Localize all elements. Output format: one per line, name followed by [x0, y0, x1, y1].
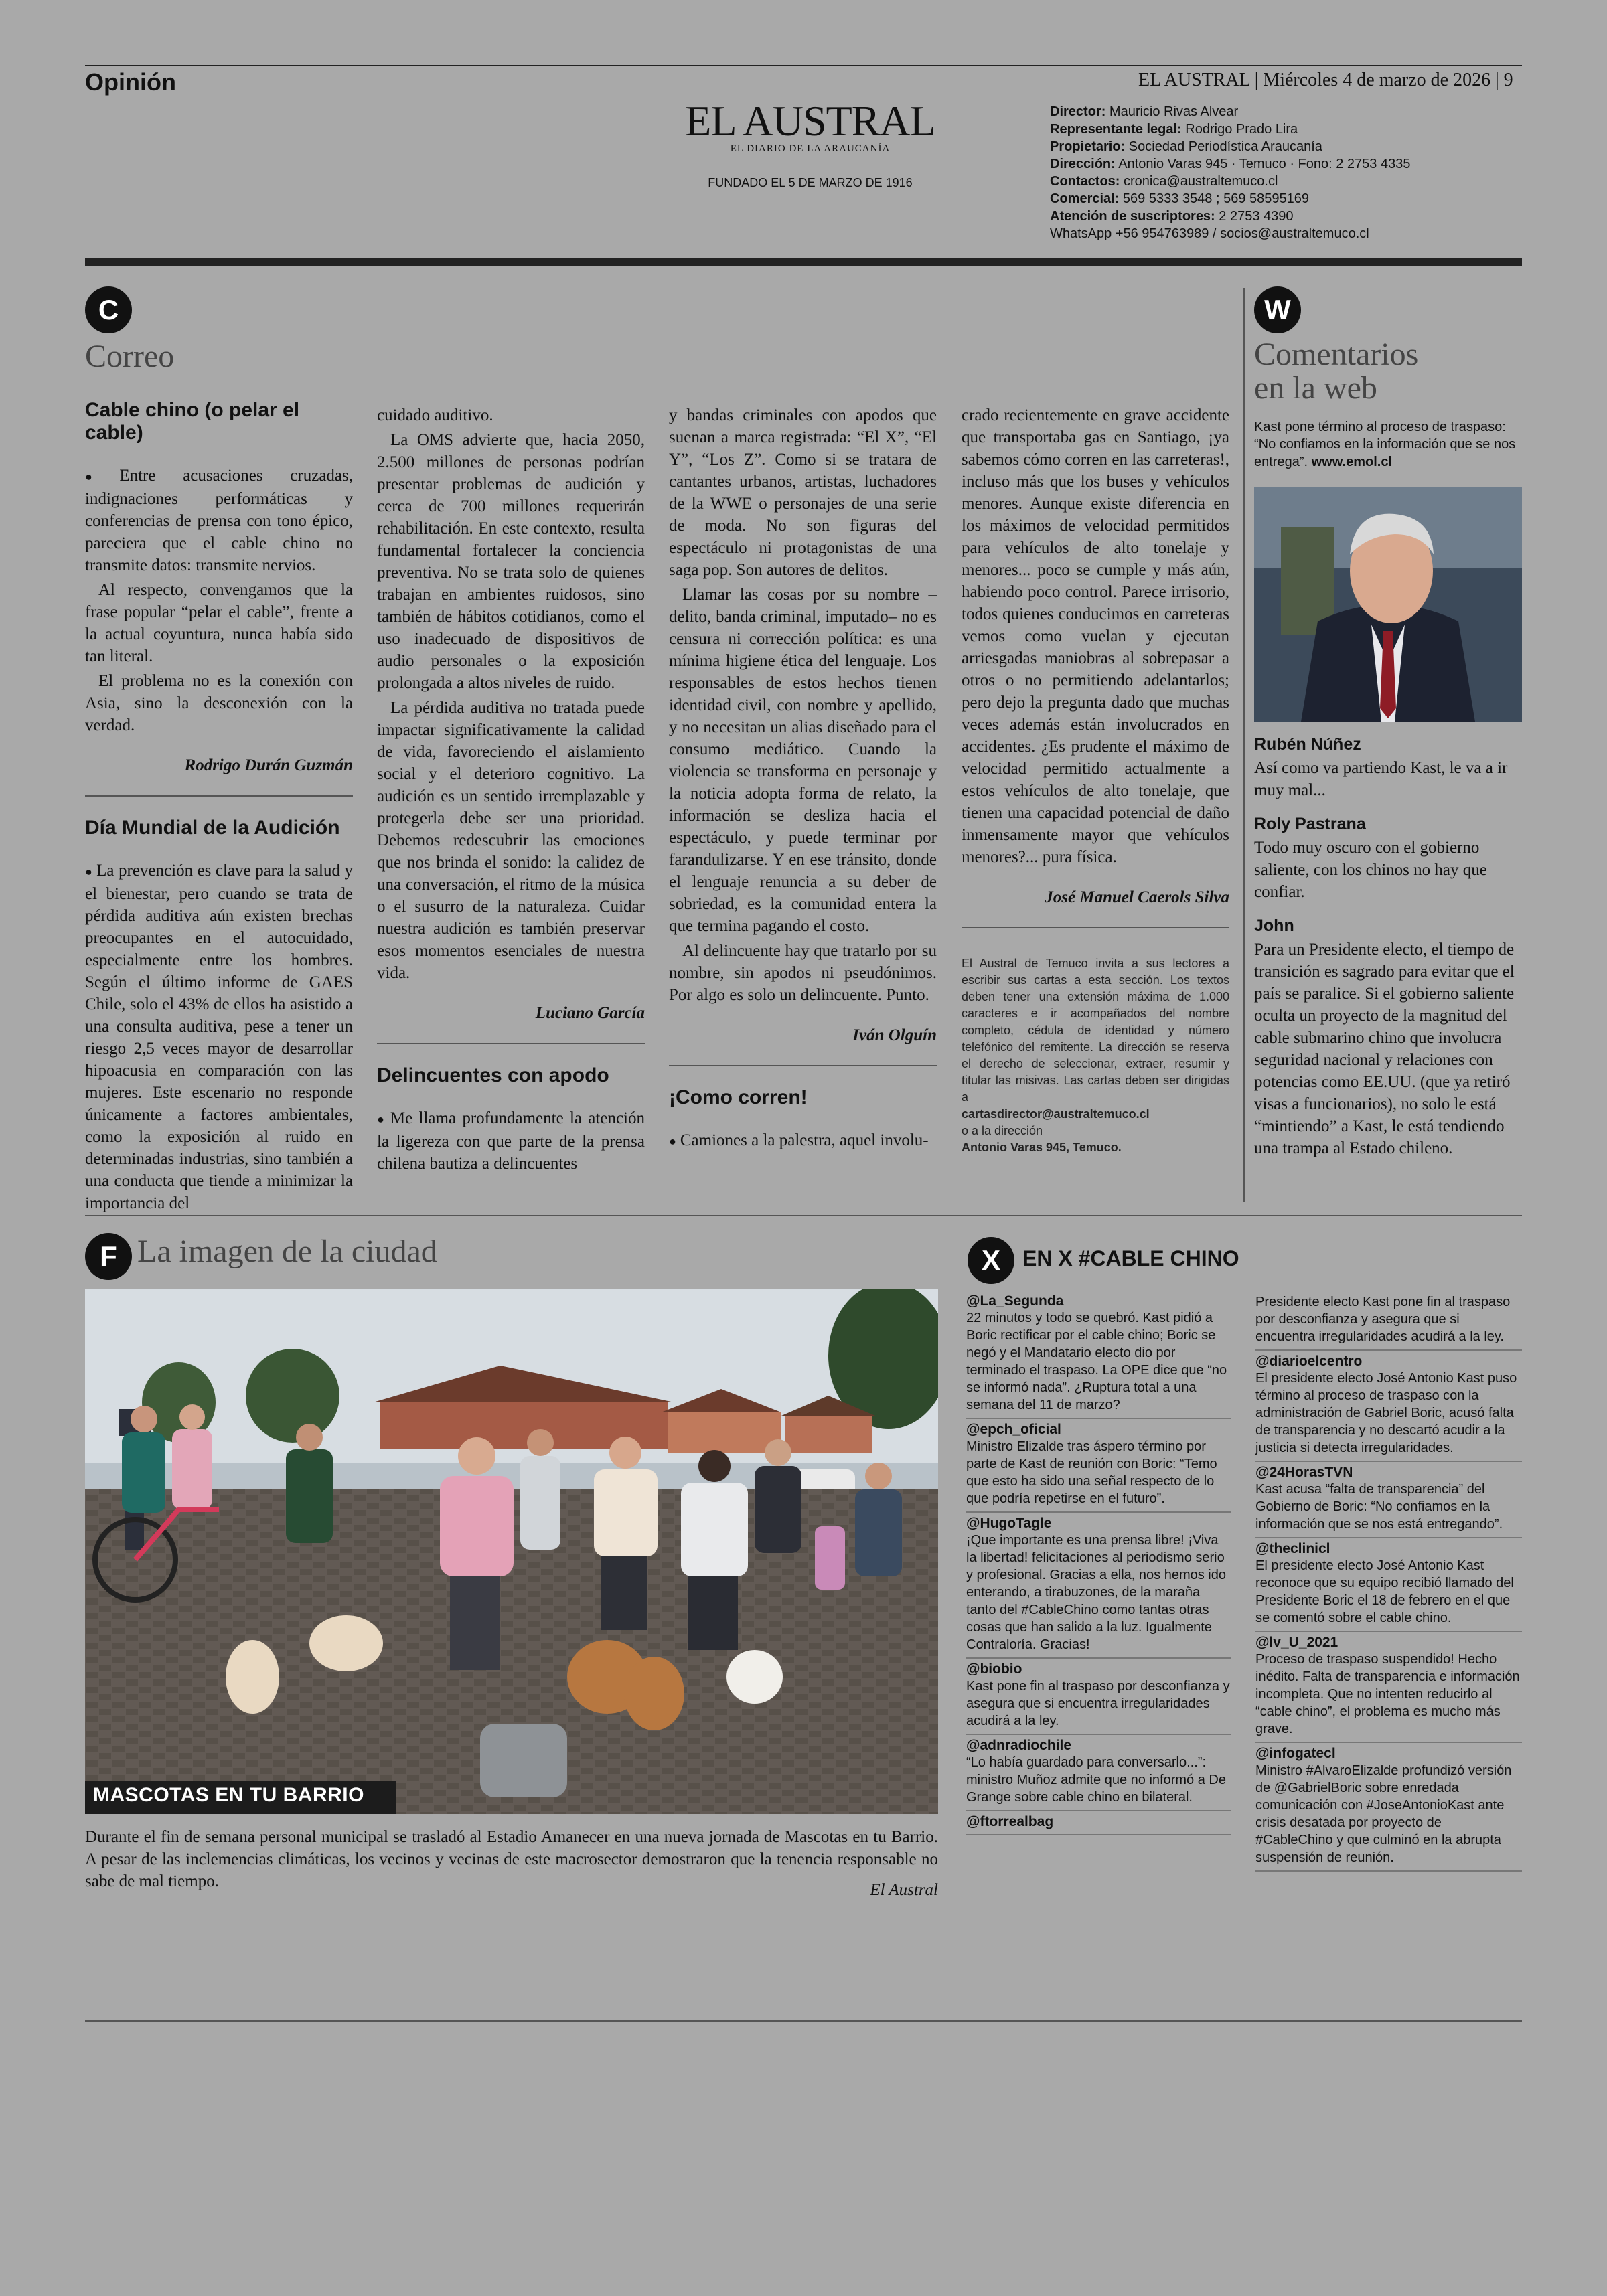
staff-row: WhatsApp +56 954763989 / socios@australtemuco.cl [1050, 226, 1369, 241]
letters-email[interactable]: cartasdirector@australtemuco.cl [962, 1107, 1150, 1121]
x-post-handle[interactable]: @ftorrealbag [966, 1814, 1054, 1829]
top-rule [85, 65, 1522, 66]
comment-text: Todo muy oscuro con el gobierno saliente, con los chinos no hay que confiar. [1254, 839, 1487, 901]
divider [377, 1043, 645, 1044]
x-post-text: Proceso de traspaso suspendido! Hecho inédito. Falta de transparencia e información incompleta. Que no intenten reducirlo al “cable chino”, el problema es mucho más grave. [1255, 1652, 1520, 1736]
staff-row: Comercial: 569 5333 3548 ; 569 58595169 [1050, 191, 1309, 206]
x-post-text: El presidente electo José Antonio Kast puso término al proceso de traspaso con la administración de Gabriel Boric, acusó falta de transparencia y no descartó acudir a la justicia si detecta irregularidades. [1255, 1371, 1517, 1455]
x-post [966, 1291, 1231, 1419]
x-post [966, 1659, 1231, 1735]
x-post-handle[interactable]: @theclinicl [1255, 1541, 1330, 1556]
letter-title-delincuentes: Delincuentes con apodo [377, 1064, 609, 1086]
x-post [1255, 1743, 1522, 1872]
letter-author-audicion: Luciano García [535, 1004, 645, 1022]
section-rule [85, 1215, 1522, 1216]
letters-column-3: y bandas criminales con apodos que suenan a marca registrada: “El X”, “El Y”, “Los Z”. Como si se tratara de cantantes urbanos, artistas, luchadores de la WWE o personajes de una serie de moda. No son figuras del espectáculo ni protagonistas de una saga pop. Son autores de delitos. Llamar las cosas por su nombre –delito, banda criminal, imputado– no es censura ni corrección política: es una mínima higiene ética del lenguaje. Los responsables de estos hechos tienen identidad civil, con nombre y apellido, y no necesitan un alias diseñado para el consumo mediático. Cuando la violencia se transforma en personaje y la noticia adopta forma de relato, la información se desliza hacia el espectáculo, y puede terminar por farandulizarse. Y en ese tránsito, donde el lenguaje renuncia a su deber de sobriedad, es la comunidad entera la que termina pagando el costo. Al delincuente hay que tratarlo por su nombre, sin apodos ni pseudónimos. Por algo es solo un delincuente. Punto. Iván Olguín ¡Como corren! ● Camiones a la palestra, aquel involu- [669, 404, 937, 1155]
letter-body-cable: ● Entre acusaciones cruzadas, indignaciones performáticas y conferencias de prensa con tono épico, pareciera que el cable chino no transmite datos: transmite nervios. Al respecto, convengamos que la frase popular “pelar el cable”, frente a la actual coyuntura, nunca había sido tan literal. El problema no es la conexión con Asia, sino la desconexión con la verdad. [85, 465, 353, 736]
letters-column-2: cuidado auditivo. La OMS advierte que, hacia 2050, 2.500 millones de personas podrían presentar problemas de audición y cerca de 700 millones requerirán rehabilitación. En este contexto, resulta fundamental fortalecer la conciencia preventiva. No se trata solo de quienes trabajan en ambientes ruidosos, sino también de hábitos cotidianos, como el uso inadecuado de dispositivos de audio personales o la exposición prolongada a altos niveles de ruido. La pérdida auditiva no tratada puede impactar significativamente la calidad de vida, favoreciendo el aislamiento social y el deterioro cognitivo. La audición es un sentido irremplazable y protegerla debe ser una prioridad. Debemos redescubrir las emociones que nos brinda el sonido: la calidez de una conversación, el ritmo de la música o el susurro de la naturaleza. Cuidar nuestra audición es también preservar esos momentos esenciales de nuestra vida. Luciano García Delincuentes con apodo ● Me llama profundamente la atención la ligereza con que parte de la prensa chilena bautiza a delincuentes [377, 404, 645, 1177]
web-title: Comentarios en la web [1254, 337, 1419, 406]
x-post-handle[interactable]: @La_Segunda [966, 1293, 1064, 1309]
header-thick-rule [85, 258, 1522, 266]
comment-author: Roly Pastrana [1254, 815, 1366, 833]
photo-credit: El Austral [870, 1881, 938, 1899]
date-line: EL AUSTRAL | Miércoles 4 de marzo de 2026 | 9 [1138, 70, 1513, 90]
column-divider [1243, 288, 1245, 1202]
divider [85, 795, 353, 797]
web-column [1254, 418, 1522, 1159]
staff-row: Director: Mauricio Rivas Alvear [1050, 104, 1239, 119]
letter-author-corren: José Manuel Caerols Silva [1045, 888, 1229, 906]
x-badge: X [968, 1237, 1014, 1284]
web-photo [1254, 487, 1522, 722]
correo-title: Correo [85, 339, 175, 374]
correo-badge: C [85, 286, 132, 333]
x-post-text: “Lo había guardado para conversarlo...”: ministro Muñoz admite que no informó a De Grange sobre cable chino en bilateral. [966, 1755, 1226, 1805]
x-post [1255, 1538, 1522, 1632]
x-post [966, 1735, 1231, 1811]
x-post-handle[interactable]: @infogatecl [1255, 1746, 1336, 1761]
x-post [1255, 1632, 1522, 1743]
web-lead: Kast pone término al proceso de traspaso: “No confiamos en la información que se nos entrega”. www.emol.cl [1254, 420, 1516, 469]
x-post-text: Kast acusa “falta de transparencia” del Gobierno de Boric: “No confiamos en la información que se nos está entregando”. [1255, 1482, 1503, 1532]
photo-label: MASCOTAS EN TU BARRIO [93, 1784, 364, 1806]
x-post [966, 1811, 1231, 1835]
x-post [1255, 1462, 1522, 1538]
x-post-handle[interactable]: @lv_U_2021 [1255, 1635, 1338, 1650]
letters-column-4: crado recientemente en grave accidente que transportaba gas en Santiago, ¡ya sabemos cómo corren en las carreteras!, incluso más que los buses y vehículos menores. Aunque existe diferencia en los máximos de velocidad permitidos para vehículos de alto tonelaje y menores... poco se cumple y más aún, habiendo poco control. Parece irrisorio, todos quienes conducimos en carreteras vemos como vuelan y ejecutan arriesgadas maniobras al sobrepasar a otros o no permitiendo adelantarlos; pero dejo la pregunta dado que muchas veces además están involucrados en accidentes. ¿Es prudente el máximo de velocidad permitido actualmente a estos vehículos de alto tonelaje, que tienen una capacidad potencial de daño inmensamente mayor que vehículos menores?... pura física. José Manuel Caerols Silva El Austral de Temuco invita a sus lectores a escribir sus cartas a esta sección. Los textos deben tener una extensión máxima de 1.000 caracteres e ir acompañados del nombre completo, cédula de identidad y número telefónico del remitente. La dirección se reserva el derecho de seleccionar, extraer, resumir y titular las misivas. Las cartas deben ser dirigidas a cartasdirector@australtemuco.cl o a la dirección Antonio Varas 945, Temuco. [962, 404, 1229, 1156]
x-post [966, 1513, 1231, 1659]
x-post-text: Kast pone fin al traspaso por desconfianza y asegura que si encuentra irregularidades acudirá a la ley. [966, 1679, 1230, 1728]
x-post-handle[interactable]: @HugoTagle [966, 1515, 1052, 1531]
logo-subtitle: EL DIARIO DE LA ARAUCANÍA [730, 143, 891, 154]
logo [683, 99, 937, 190]
letter-author-delincuentes: Iván Olguín [852, 1026, 937, 1044]
comment-author: Rubén Núñez [1254, 735, 1361, 754]
divider [962, 927, 1229, 928]
x-post-handle[interactable]: @biobio [966, 1661, 1022, 1677]
x-post-handle[interactable]: @epch_oficial [966, 1422, 1061, 1437]
web-comments [1254, 735, 1522, 1159]
x-posts-right [1255, 1291, 1522, 1872]
staff-row: Representante legal: Rodrigo Prado Lira [1050, 122, 1298, 137]
letter-title-audicion: Día Mundial de la Audición [85, 817, 340, 839]
letter-title-cable: Cable chino (o pelar el cable) [85, 399, 300, 444]
letter-author-cable: Rodrigo Durán Guzmán [184, 756, 353, 774]
x-post-text: Presidente electo Kast pone fin al traspaso por desconfianza y asegura que si encuentra irregularidades acudirá a la ley. [1255, 1295, 1511, 1344]
section-label: Opinión [85, 68, 176, 96]
x-post-handle[interactable]: @diarioelcentro [1255, 1354, 1363, 1369]
x-post-text: ¡Que importante es una prensa libre! ¡Viva la libertad! felicitaciones al periodismo serio y profesional. Gracias a ella, nos hemos ido enterando, a tirabuzones, de la maraña tanto del #CableChino como tantas otras cosas que han salido a la luz. Igualmente Contraloría. Gracias! [966, 1533, 1226, 1652]
x-posts-left [966, 1291, 1231, 1835]
city-photo [85, 1289, 938, 1814]
web-badge: W [1254, 286, 1301, 333]
x-post-text: Ministro Elizalde tras áspero término por parte de Kast de reunión con Boric: “Temo que esto ha sido una señal respecto de lo que podría repetirse en el futuro”. [966, 1439, 1217, 1506]
x-post-text: 22 minutos y todo se quebró. Kast pidió a Boric rectificar por el cable chino; Boric se negó y el Mandatario electo dio por terminado el traspaso. La OPE dice que “no se informó nada”. ¿Ruptura total a una semana del 11 de marzo? [966, 1311, 1227, 1412]
staff-row: Propietario: Sociedad Periodística Araucanía [1050, 139, 1322, 154]
x-post [1255, 1351, 1522, 1462]
x-post [966, 1419, 1231, 1513]
comment-author: John [1254, 916, 1294, 935]
staff-row: Dirección: Antonio Varas 945 · Temuco · Fono: 2 2753 4335 [1050, 157, 1411, 171]
web-source-link[interactable]: www.emol.cl [1311, 455, 1393, 469]
x-title: EN X #CABLE CHINO [1022, 1246, 1239, 1270]
letters-notice: El Austral de Temuco invita a sus lectores a escribir sus cartas a esta sección. Los textos deben tener una extensión máxima de 1.000 caracteres e ir acompañados del nombre completo, cédula de identidad y número telefónico del remitente. La dirección se reserva el derecho de seleccionar, extraer, resumir y titular las misivas. Las cartas deben ser dirigidas a cartasdirector@australtemuco.cl o a la dirección Antonio Varas 945, Temuco. [962, 957, 1229, 1154]
letter-title-corren: ¡Como corren! [669, 1086, 808, 1109]
letters-column-1 [85, 399, 353, 1217]
divider [669, 1065, 937, 1066]
bottom-rule [85, 2020, 1522, 2022]
masthead-staff [1050, 103, 1519, 242]
comment-text: Así como va partiendo Kast, le va a ir muy mal... [1254, 759, 1508, 799]
x-post-text: Ministro #AlvaroElizalde profundizó versión de @GabrielBoric sobre enredada comunicación con #JoseAntonioKast ante crisis desatada por proyecto de #CableChino y que culminó en la abrupta suspensión de reunión. [1255, 1763, 1512, 1865]
x-post-text: El presidente electo José Antonio Kast reconoce que su equipo recibió llamado del Presidente Boric el 18 de febrero en el que se comentó sobre el cable chino. [1255, 1558, 1514, 1625]
imagen-badge: F [85, 1233, 132, 1280]
x-post-handle[interactable]: @24HorasTVN [1255, 1465, 1353, 1480]
photo-caption: Durante el fin de semana personal municipal se trasladó al Estadio Amanecer en una nueva jornada de Mascotas en tu Barrio. A pesar de las inclemencias climáticas, los vecinos y vecinas de este macrosector demostraron que la tenencia responsable no sabe de mal tiempo. [85, 1828, 938, 1890]
comment-text: Para un Presidente electo, el tiempo de transición es sagrado para evitar que el país se paralice. Si el gobierno saliente oculta un proyecto de la magnitud del cable submarino chino que involucra seguridad nacional y relaciones con potencias como EE.UU. (que ya retiró visas a funcionarios), no solo le está “mintiendo” a Kast, le está tendiendo una trampa al Estado chileno. [1254, 940, 1515, 1157]
imagen-title: La imagen de la ciudad [137, 1234, 437, 1269]
staff-row: Atención de suscriptores: 2 2753 4390 [1050, 209, 1294, 224]
x-post-handle[interactable]: @adnradiochile [966, 1738, 1072, 1753]
founded-line: FUNDADO EL 5 DE MARZO DE 1916 [708, 176, 913, 189]
letter-body-audicion: ● La prevención es clave para la salud y el bienestar, pero cuando se trata de pérdida auditiva aún existen brechas preocupantes en el autocuidado, especialmente entre los hombres. Según el último informe de GAES Chile, solo el 43% de ellos ha asistido a una consulta auditiva, pese a tener un riesgo 2,5 veces mayor de desarrollar hipoacusia en comparación con las mujeres. Este escenario no responde únicamente a factores ambientales, como la exposición al ruido en determinadas industrias, sino también a una conducta que tiende a minimizar la importancia del [85, 859, 353, 1214]
logo-title: EL AUSTRAL [685, 97, 935, 145]
x-post [1255, 1291, 1522, 1351]
staff-row: Contactos: cronica@australtemuco.cl [1050, 174, 1278, 189]
